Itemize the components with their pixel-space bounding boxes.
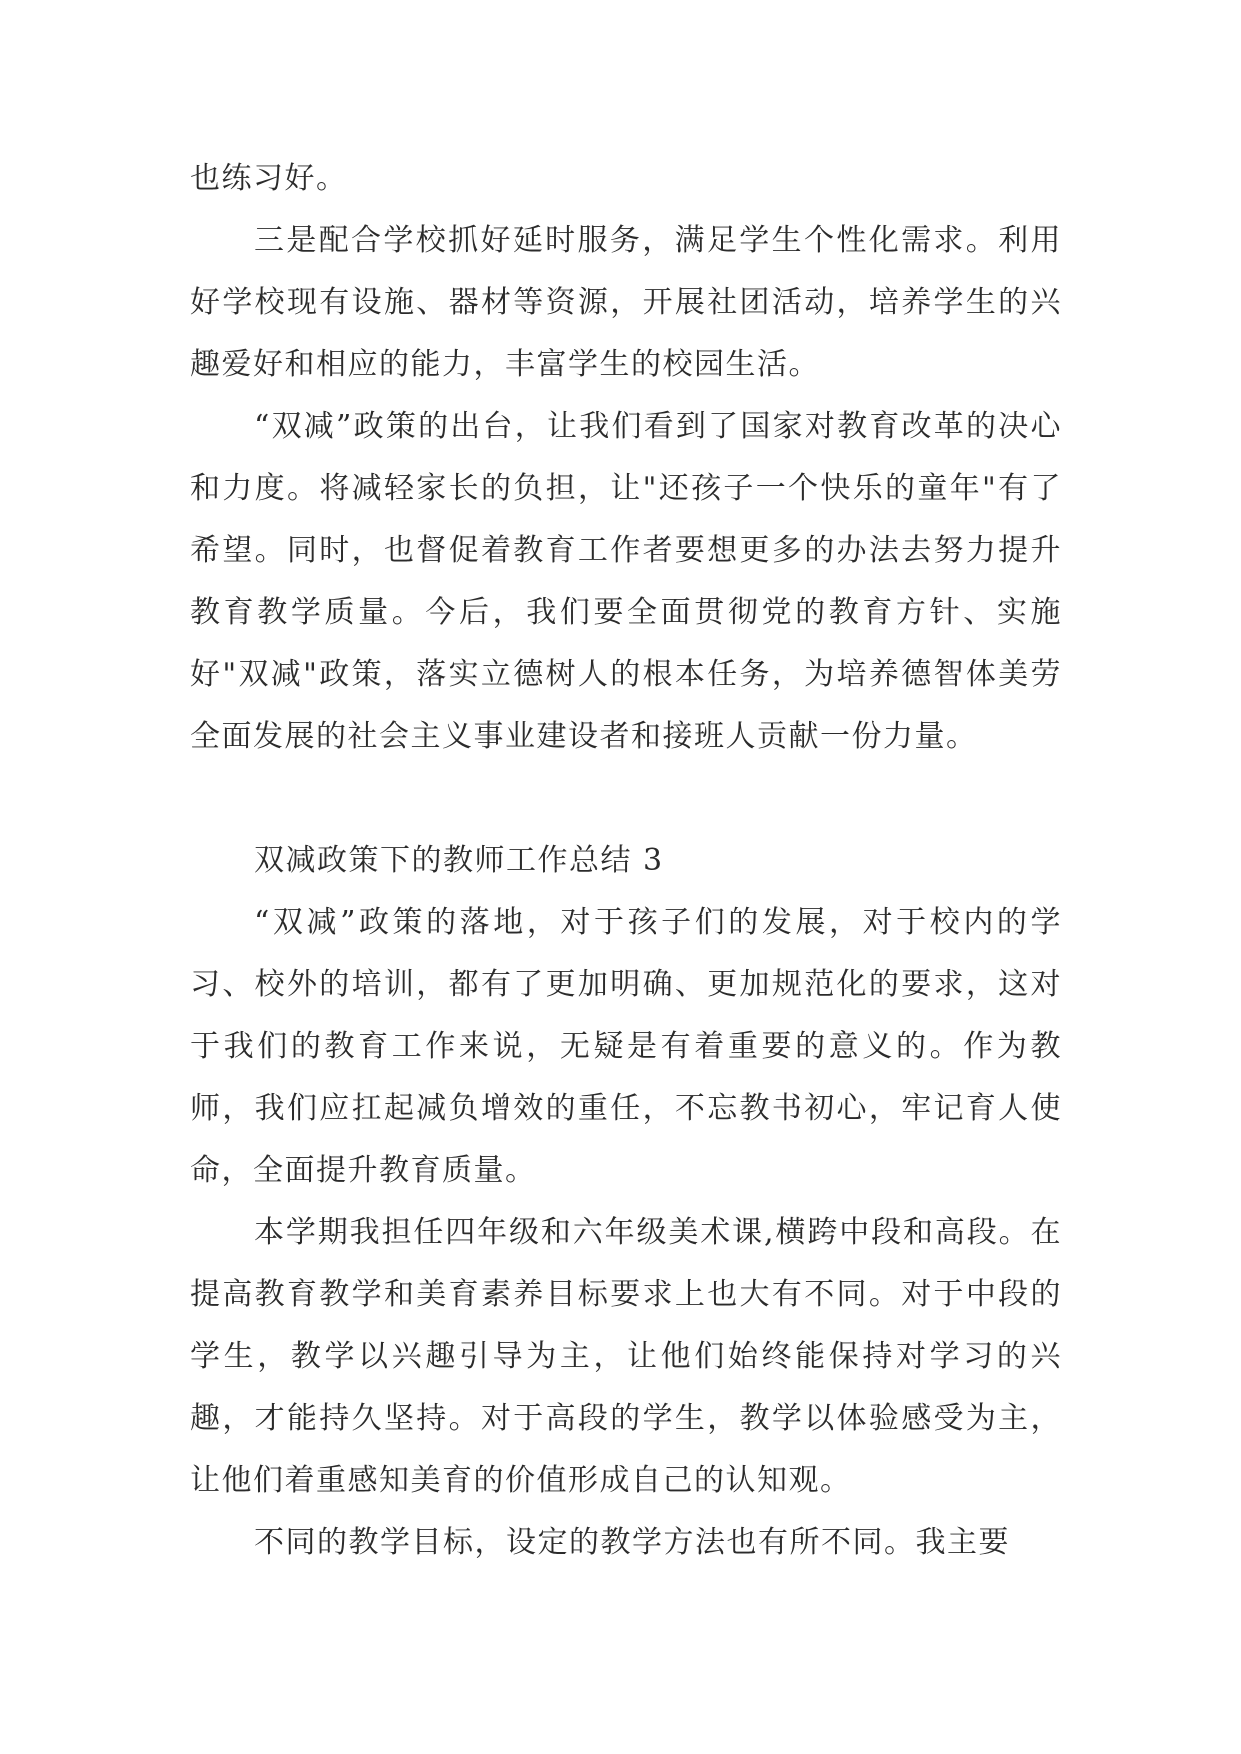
paragraph-teaching-methods: 不同的教学目标，设定的教学方法也有所不同。我主要 bbox=[254, 1525, 1010, 1560]
paragraph-art-teaching: 本学期我担任四年级和六年级美术课,横跨中段和高段。在提高教育教学和美育素养目标要求上也大有不同。对于中段的学生，教学以兴趣引导为主，让他们始终能保持对学习的兴趣，才能持久坚持。对于高段的学生，教学以体验感受为主，让他们着重感知美育的价值形成自己的认知观。 bbox=[190, 1215, 1062, 1498]
section-title: 双减政策下的教师工作总结 3 bbox=[254, 843, 664, 878]
document-body bbox=[190, 148, 1062, 1574]
paragraph-policy-conclusion: “双减”政策的出台，让我们看到了国家对教育改革的决心和力度。将减轻家长的负担，让"还孩子一个快乐的童年"有了希望。同时，也督促着教育工作者要想更多的办法去努力提升教育教学质量。今后，我们要全面贯彻党的教育方针、实施好"双减"政策，落实立德树人的根本任务，为培养德智体美劳全面发展的社会主义事业建设者和接班人贡献一份力量。 bbox=[190, 409, 1062, 754]
paragraph-extended-service: 三是配合学校抓好延时服务，满足学生个性化需求。利用好学校现有设施、器材等资源，开展社团活动，培养学生的兴趣爱好和相应的能力，丰富学生的校园生活。 bbox=[190, 223, 1062, 382]
paragraph-continuation: 也练习好。 bbox=[190, 161, 348, 196]
paragraph-policy-landing: “双减”政策的落地，对于孩子们的发展，对于校内的学习、校外的培训，都有了更加明确、更加规范化的要求，这对于我们的教育工作来说，无疑是有着重要的意义的。作为教师，我们应扛起减负增效的重任，不忘教书初心，牢记育人使命，全面提升教育质量。 bbox=[190, 905, 1062, 1188]
